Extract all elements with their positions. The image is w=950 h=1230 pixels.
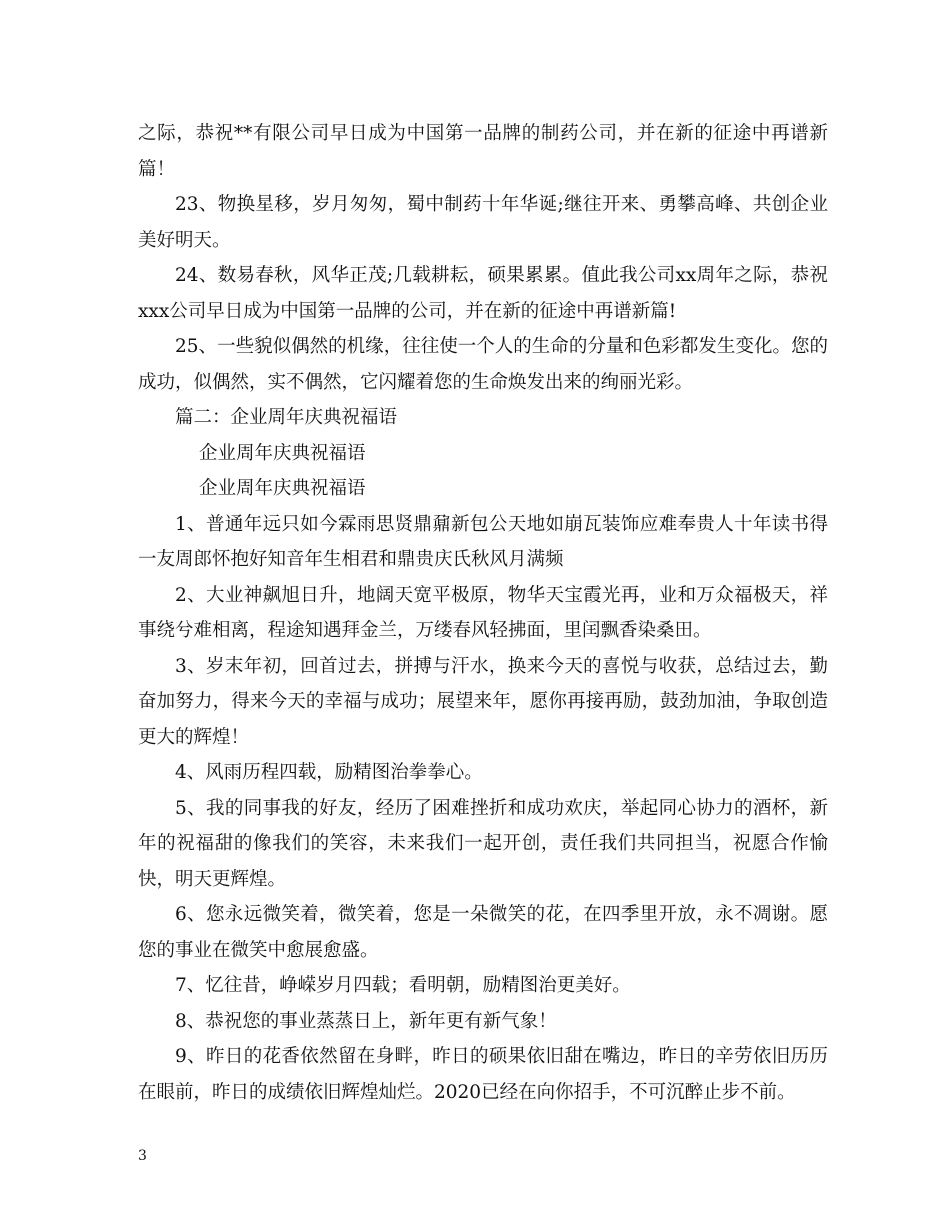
paragraph-item-3: 3、岁末年初，回首过去，拼搏与汗水，换来今天的喜悦与收获，总结过去，勤奋加努力，得来今天的幸福与成功；展望来年，愿你再接再励，鼓劲加油，争取创造更大的辉煌！ (138, 655, 828, 748)
paragraph-item-6: 6、您永远微笑着，微笑着，您是一朵微笑的花，在四季里开放，永不凋谢。愿您的事业在微笑中愈展愈盛。 (138, 904, 828, 961)
paragraph-item-4: 4、风雨历程四载，励精图治拳拳心。 (175, 762, 483, 783)
paragraph-item-5: 5、我的同事我的好友，经历了困难挫折和成功欢庆，举起同心协力的酒杯，新年的祝福甜的像我们的笑容，未来我们一起开创，责任我们共同担当，祝愿合作愉快，明天更辉煌。 (138, 797, 828, 890)
paragraph-item-25: 25、一些貌似偶然的机缘，往往使一个人的生命的分量和色彩都发生变化。您的成功，似偶然，实不偶然，它闪耀着您的生命焕发出来的绚丽光彩。 (138, 336, 828, 393)
paragraph-continuation: 之际，恭祝**有限公司早日成为中国第一品牌的制药公司，并在新的征途中再谱新篇！ (138, 123, 828, 180)
paragraph-item-9: 9、昨日的花香依然留在身畔，昨日的硕果依旧甜在嘴边，昨日的辛劳依旧历历在眼前，昨日的成绩依旧辉煌灿烂。2020已经在向你招手，不可沉醉止步不前。 (138, 1046, 828, 1103)
section-heading: 篇二：企业周年庆典祝福语 (175, 407, 398, 428)
document-body (138, 116, 828, 1110)
paragraph-item-23: 23、物换星移，岁月匆匆，蜀中制药十年华诞;继往开来、勇攀高峰、共创企业美好明天。 (138, 194, 828, 251)
paragraph-item-7: 7、忆往昔，峥嵘岁月四载；看明朝，励精图治更美好。 (175, 975, 631, 996)
page-number: 3 (138, 1148, 147, 1164)
paragraph-item-2: 2、大业神飙旭日升，地阔天宽平极原，物华天宝霞光再，业和万众福极天，祥事绕兮难相离，程途知遇拜金兰，万缕春风轻拂面，里闰飘香染桑田。 (138, 584, 828, 641)
section-subheading: 企业周年庆典祝福语 (199, 442, 366, 464)
paragraph-item-24: 24、数易春秋，风华正茂;几载耕耘，硕果累累。值此我公司xx周年之际，恭祝xxx公司早日成为中国第一品牌的公司，并在新的征途中再谱新篇! (138, 265, 828, 322)
paragraph-item-1: 1、普通年远只如今霖雨思贤鼎鼐新包公天地如崩瓦装饰应难奉贵人十年读书得一友周郎怀抱好知音年生相君和鼎贵庆氏秋风月满频 (138, 513, 828, 570)
paragraph-item-8: 8、恭祝您的事业蒸蒸日上，新年更有新气象！ (175, 1010, 557, 1032)
section-subheading-repeat: 企业周年庆典祝福语 (199, 478, 366, 499)
